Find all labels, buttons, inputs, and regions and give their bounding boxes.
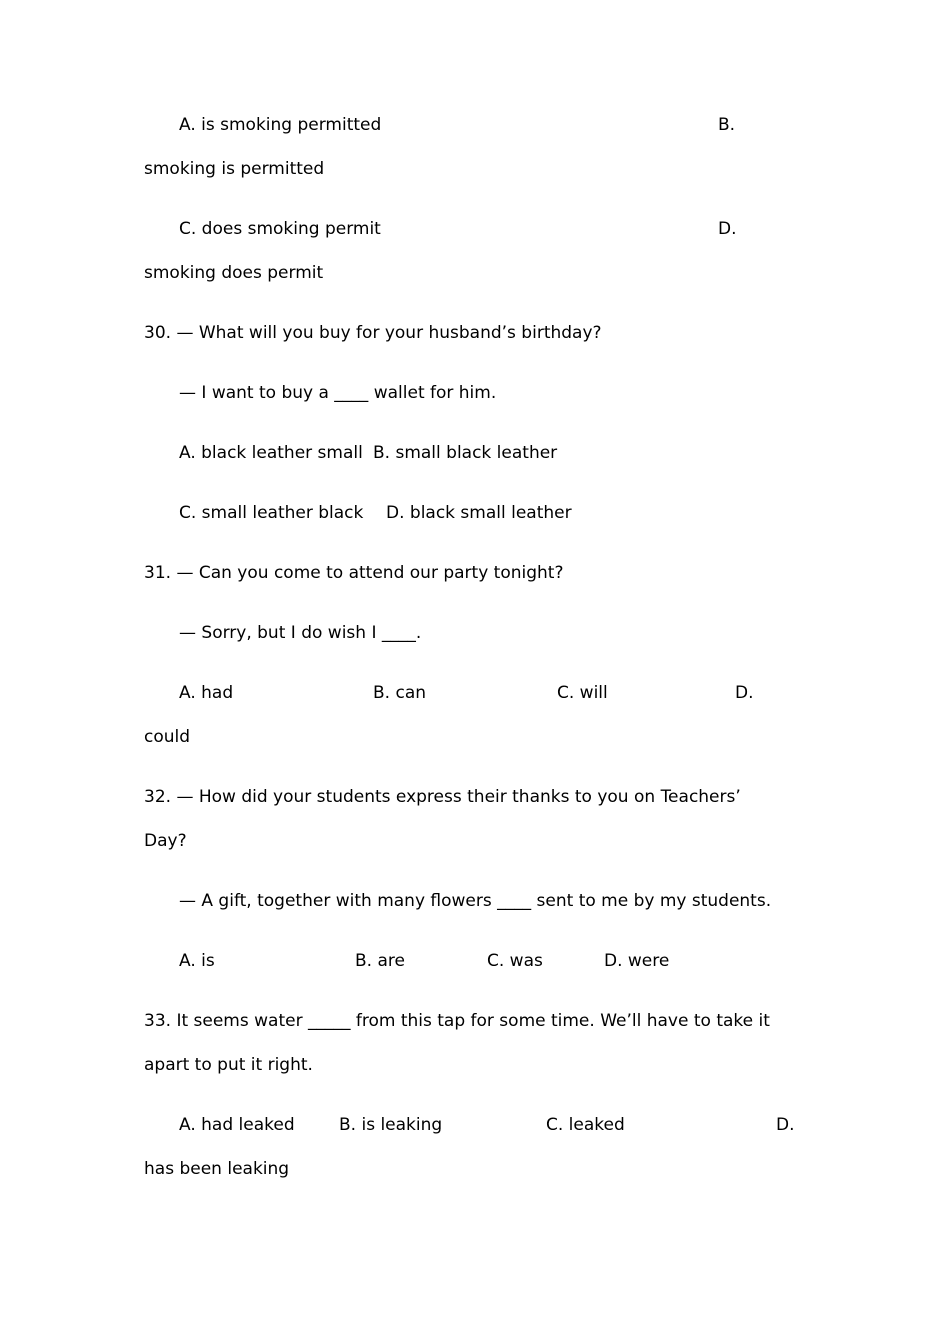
q29-option-b-text: smoking is permitted [144,159,325,179]
q31-option-c: C. will [557,683,608,703]
q33-question-line1: 33. It seems water _____ from this tap for some time. We’ll have to take it [144,1011,770,1031]
q30-option-a: A. black leather small [179,443,363,463]
q29-option-a: A. is smoking permitted [179,115,382,135]
q31-option-d-text: could [144,727,191,747]
q32-option-d: D. were [604,951,670,971]
q29-option-d-label: D. [718,219,737,239]
q30-answer: — I want to buy a ____ wallet for him. [179,383,497,403]
q32-question-line2: Day? [144,831,187,851]
q32-answer: — A gift, together with many flowers ____ sent to me by my students. [179,891,772,911]
q31-question: 31. — Can you come to attend our party tonight? [144,563,564,583]
q31-answer: — Sorry, but I do wish I ____. [179,623,422,643]
q33-question-line2: apart to put it right. [144,1055,313,1075]
q33-option-c: C. leaked [546,1115,625,1135]
q33-option-a: A. had leaked [179,1115,295,1135]
q31-option-a: A. had [179,683,234,703]
q29-option-c: C. does smoking permit [179,219,381,239]
q33-option-d-label: D. [776,1115,795,1135]
q33-option-b: B. is leaking [339,1115,443,1135]
q30-option-b: B. small black leather [373,443,558,463]
q31-option-d-label: D. [735,683,754,703]
q30-option-c: C. small leather black [179,503,364,523]
q32-question-line1: 32. — How did your students express their thanks to you on Teachers’ [144,787,741,807]
q29-option-b-label: B. [718,115,736,135]
q33-option-d-text: has been leaking [144,1159,290,1179]
q30-question: 30. — What will you buy for your husband’s birthday? [144,323,602,343]
q30-option-d: D. black small leather [386,503,572,523]
q32-option-b: B. are [355,951,405,971]
q31-option-b: B. can [373,683,427,703]
q29-option-d-text: smoking does permit [144,263,324,283]
q32-option-c: C. was [487,951,543,971]
q32-option-a: A. is [179,951,215,971]
